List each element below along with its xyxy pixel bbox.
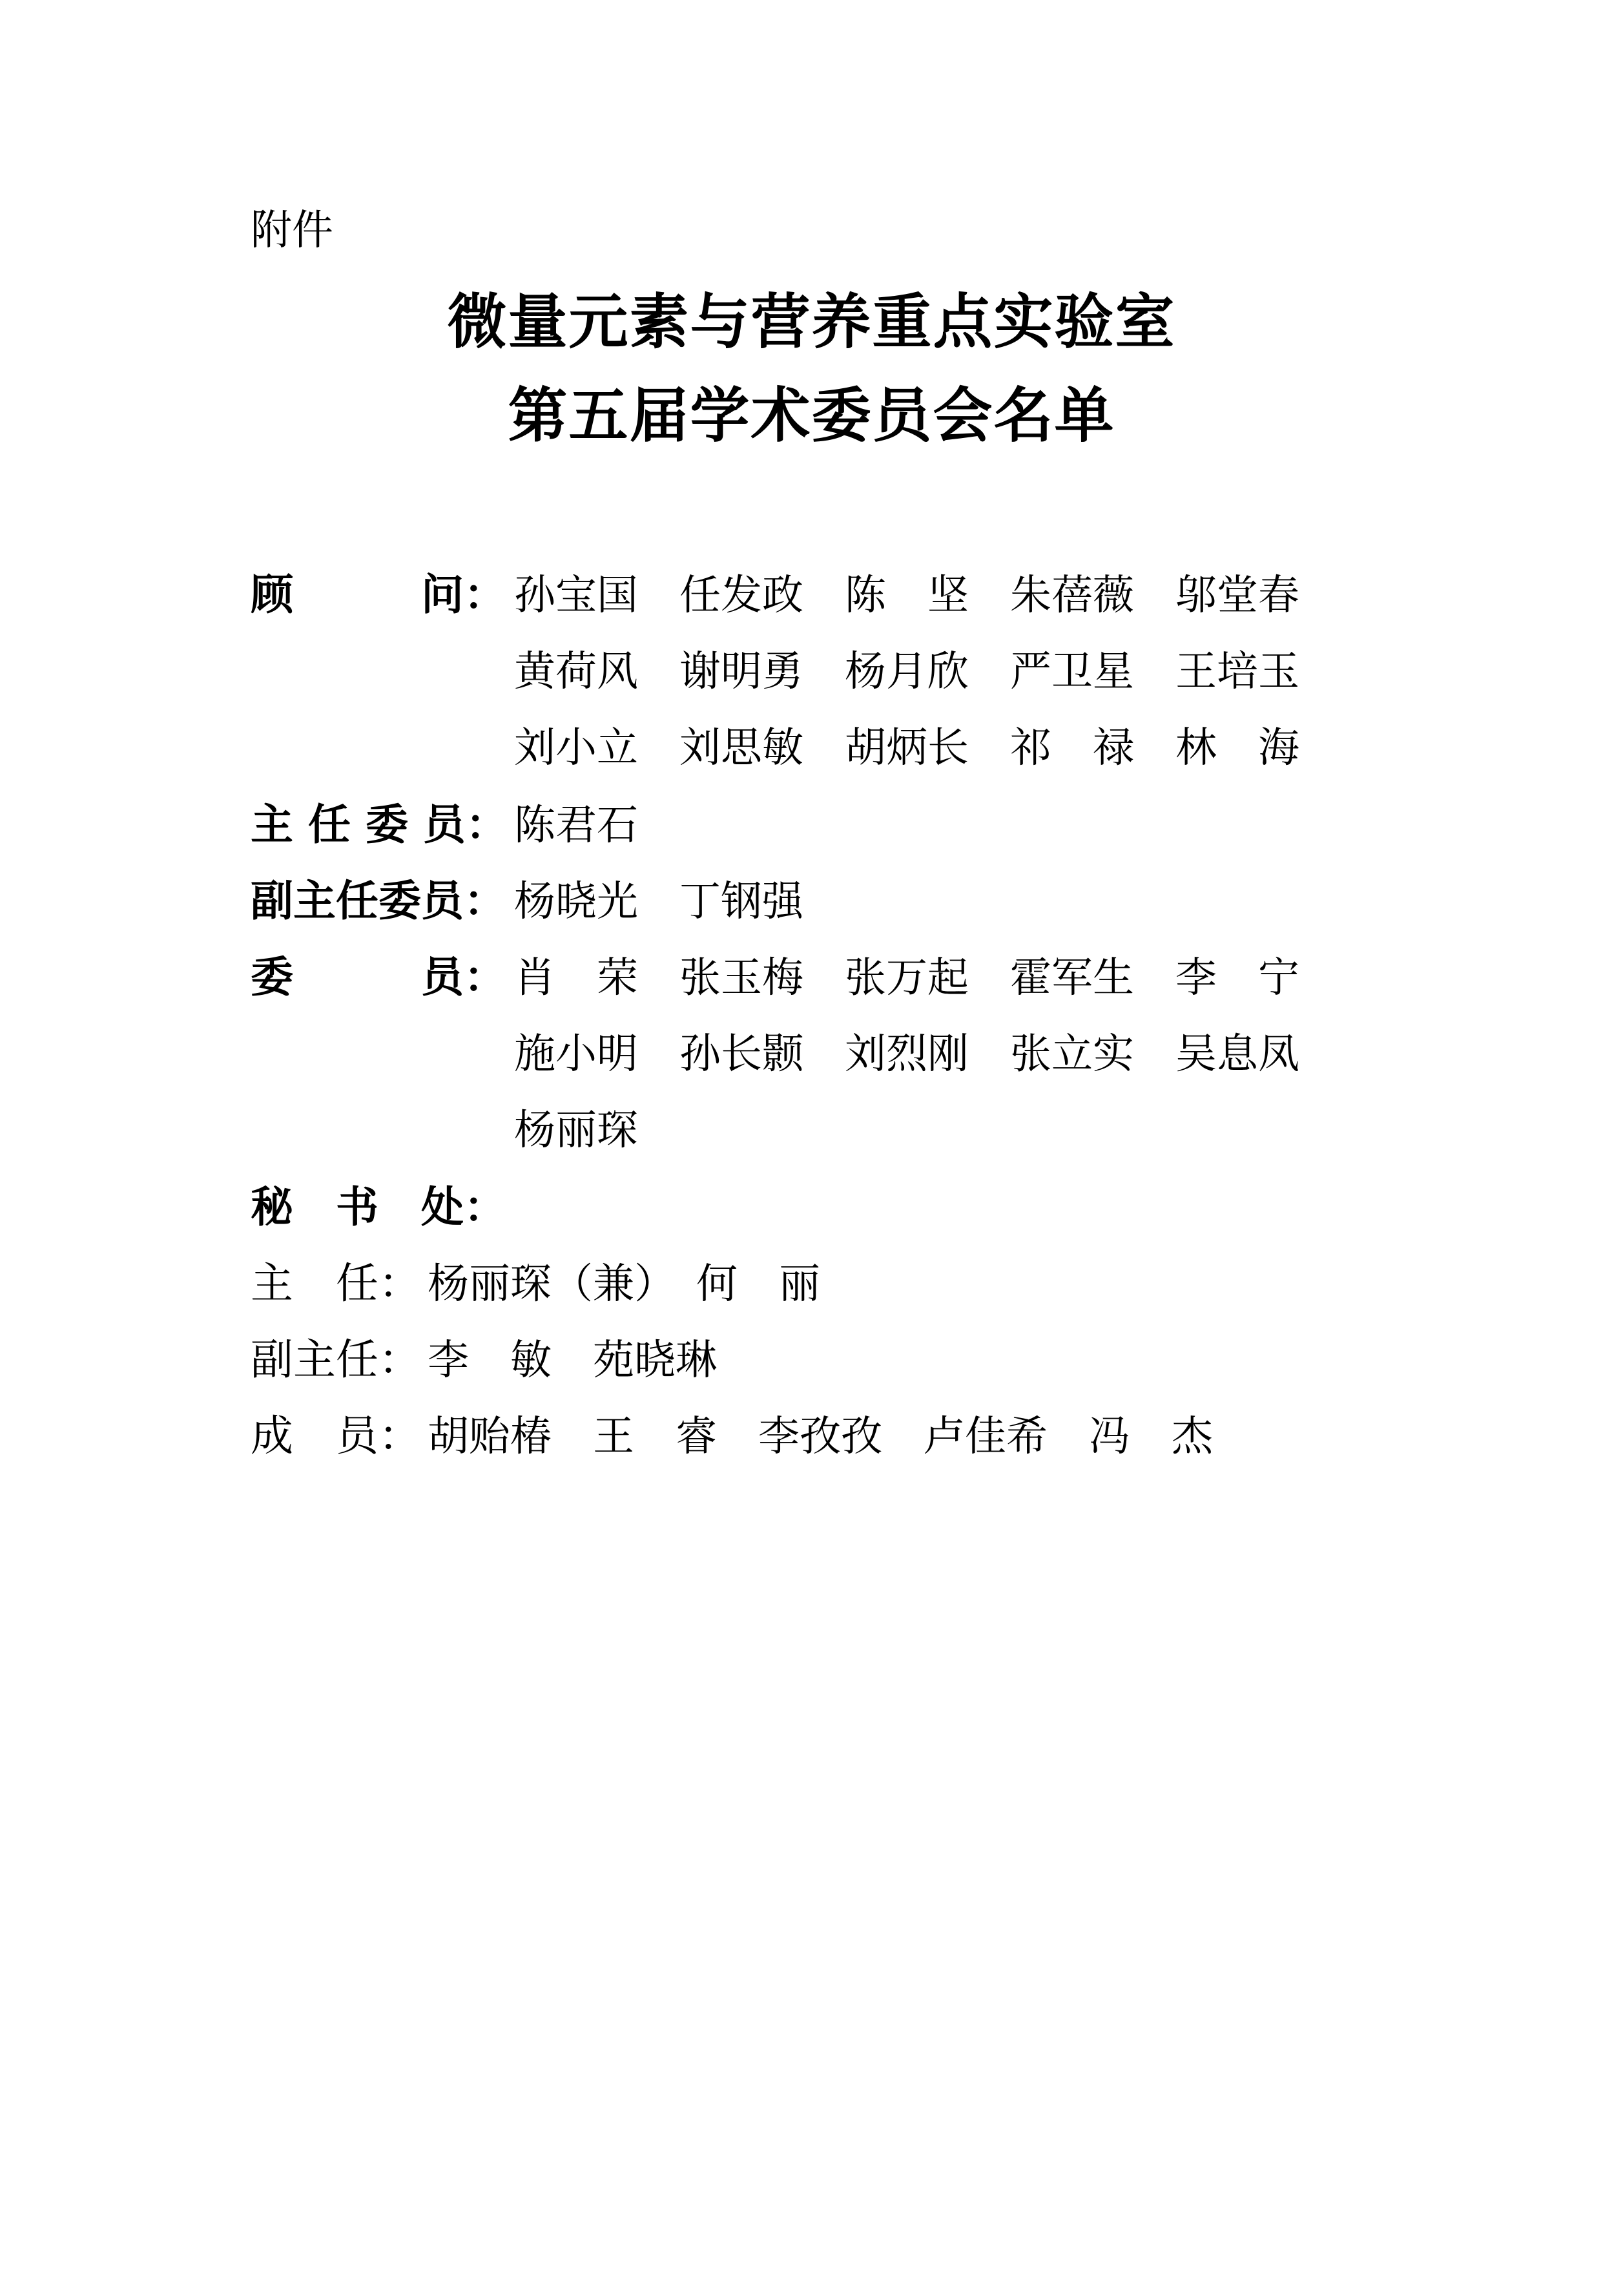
document-title-line-2: 第五届学术委员会名单 xyxy=(508,381,1115,450)
advisors-line: 黄荷风 谢明勇 杨月欣 严卫星 王培玉 xyxy=(514,648,1299,696)
members-line: 施小明 孙长颢 刘烈刚 张立实 吴息凤 xyxy=(514,1030,1299,1078)
deputy-director-label: 副主任委员： xyxy=(251,876,506,926)
director-label: 主 任 委 员： xyxy=(251,800,508,850)
members-line: 肖 荣 张玉梅 张万起 霍军生 李 宁 xyxy=(514,954,1299,1002)
members-line: 杨丽琛 xyxy=(514,1107,638,1154)
secretariat-label: 秘 书 处： xyxy=(251,1182,506,1232)
secretariat-deputy-names: 李 敏 苑晓琳 xyxy=(428,1337,717,1384)
attachment-label: 附件 xyxy=(251,207,333,255)
secretariat-deputy-label: 副主任： xyxy=(251,1335,421,1384)
secretariat-head-label: 主 任： xyxy=(251,1258,421,1308)
director-name: 陈君石 xyxy=(514,802,638,850)
advisors-line: 刘小立 刘思敏 胡炳长 祁 禄 林 海 xyxy=(514,724,1299,772)
secretariat-members-label: 成 员： xyxy=(251,1411,421,1461)
advisors-line: 孙宝国 任发政 陈 坚 朱蓓薇 邬堂春 xyxy=(514,572,1299,620)
secretariat-head-names: 杨丽琛（兼） 何 丽 xyxy=(428,1260,820,1308)
document-title-line-1: 微量元素与营养重点实验室 xyxy=(447,287,1176,357)
advisors-label: 顾 问： xyxy=(251,570,506,620)
members-label: 委 员： xyxy=(251,952,506,1002)
deputy-director-names: 杨晓光 丁钢强 xyxy=(514,878,803,926)
secretariat-members-names: 胡贻椿 王 睿 李孜孜 卢佳希 冯 杰 xyxy=(428,1413,1213,1461)
